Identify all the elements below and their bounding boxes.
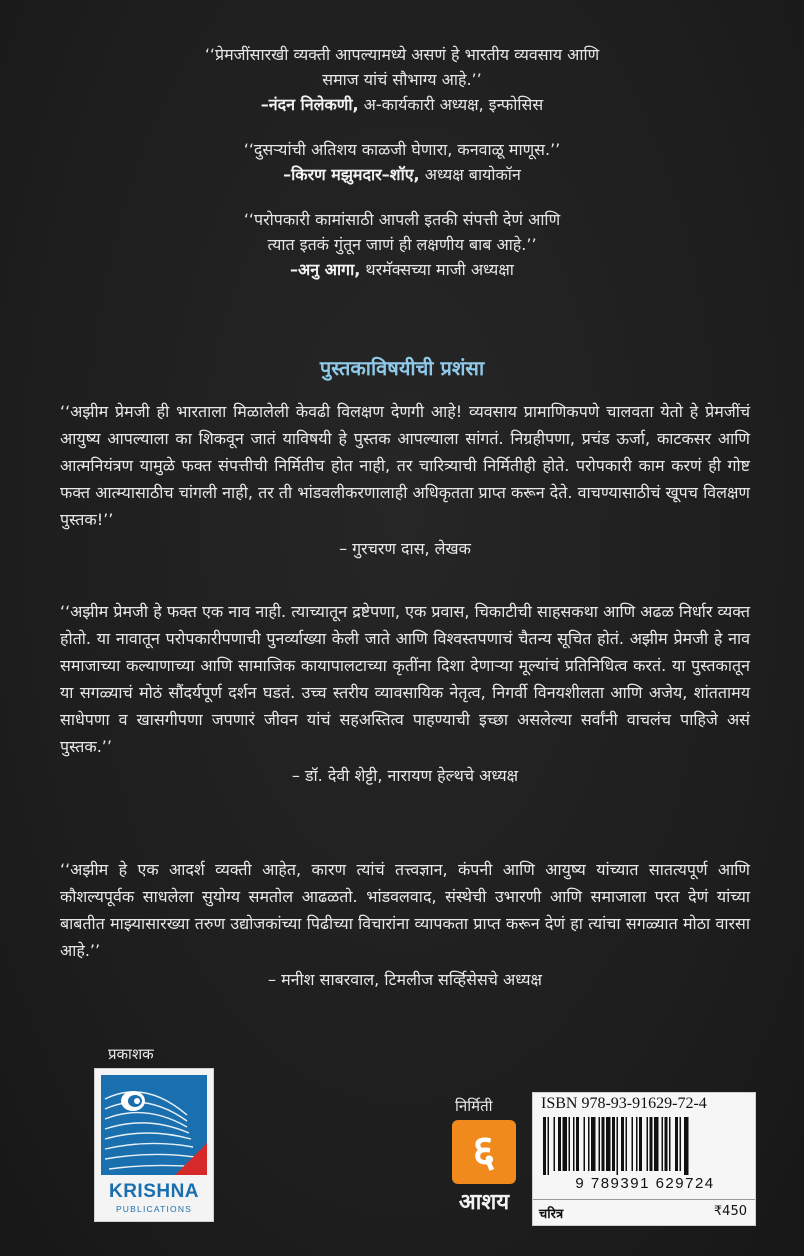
book-category: चरित्र <box>539 1207 564 1222</box>
producer-name: आशय <box>458 1190 510 1215</box>
quote-attribution <box>0 257 804 282</box>
barcode-digits: 9 789391 629724 <box>575 1175 715 1192</box>
endorsement-quote <box>0 207 804 282</box>
isbn-number: ISBN 978-93-91629-72-4 <box>541 1095 707 1112</box>
producer-logo-mark: ६ <box>452 1120 516 1184</box>
publisher-name: KRISHNA <box>108 1181 200 1202</box>
isbn-footer <box>533 1199 755 1226</box>
quote-attribution <box>0 162 804 187</box>
quote-author: –अनु आगा, <box>290 260 361 279</box>
endorsement-quote <box>0 137 804 187</box>
review-block <box>60 598 750 789</box>
publisher-logo <box>94 1068 214 1222</box>
barcode-icon <box>541 1117 747 1175</box>
endorsement-quotes <box>0 42 804 302</box>
review-text: ‘‘अझीम प्रेमजी हे फक्त एक नाव नाही. त्याच्यातून द्रष्टेपणा, एक प्रवास, चिकाटीची साहसकथा आणि अढळ निर्धार व्यक्त होतो. या नावातून परोपकारीपणाची पुनर्व्याख्या केली जाते आणि विश्वस्तपणाचं चैतन्य सूचित होतं. अझीम प्रेमजी हे नाव समाजाच्या कल्याणाच्या आणि सामाजिक कायापालटाच्या कृतींना दिशा देणाऱ्या मूल्यांचं प्रतिनिधित्व करतं. या पुस्तकातून या सगळ्याचं मोठं सौंदर्यपूर्ण दर्शन घडतं. उच्च स्तरीय व्यावसायिक नेतृत्व, निगर्वी विनयशीलता आणि अजेय, शांततामय साधेपणा व खासगीपणा जपणारं जीवन यांचं सहअस्तित्व पाहण्याची इच्छा असलेल्या सर्वांनी वाचलंच पाहिजे असं पुस्तक.’’ <box>60 602 750 756</box>
publisher-label: प्रकाशक <box>108 1045 154 1063</box>
quote-line: त्यात इतकं गुंतून जाणं ही लक्षणीय बाब आहे.’’ <box>267 235 537 254</box>
book-price: ₹450 <box>713 1204 747 1219</box>
producer-logo <box>452 1120 516 1226</box>
review-block <box>60 398 750 562</box>
quote-line: ‘‘प्रेमजींसारखी व्यक्ती आपल्यामध्ये असणं हे भारतीय व्यवसाय आणि <box>204 45 600 64</box>
review-block <box>60 856 750 993</box>
review-byline: – मनीश साबरवाल, टिमलीज सर्व्हिसेसचे अध्यक्ष <box>267 970 543 989</box>
review-text: ‘‘अझीम प्रेमजी ही भारताला मिळालेली केवढी विलक्षण देणगी आहे! व्यवसाय प्रामाणिकपणे चालवता येतो हे प्रेमजींचं आयुष्य आपल्याला का शिकवून जातं याविषयी हे पुस्तक आपल्याला सांगतं. निग्रहीपणा, प्रचंड ऊर्जा, काटकसर आणि आत्मनियंत्रण यामुळे फक्त संपत्तीची निर्मितीच होत नाही, तर चारित्र्याची निर्मितीही होते. परोपकारी काम करणं ही गोष्ट फक्त आत्म्यासाठीच चांगली नाही, तर ती भांडवलीकरणालाही अधिकृतता प्राप्त करून देते. वाचण्यासाठीचं खूपच विलक्षण पुस्तक!’’ <box>60 402 750 529</box>
isbn-barcode-box <box>532 1092 756 1226</box>
quote-line: समाज यांचं सौभाग्य आहे.’’ <box>322 70 482 89</box>
quote-author: –नंदन निलेकणी, <box>260 95 359 114</box>
review-text: ‘‘अझीम हे एक आदर्श व्यक्ती आहेत, कारण त्यांचं तत्त्वज्ञान, कंपनी आणि आयुष्य यांच्यात सातत्यपूर्ण आणि कौशल्यपूर्वक साधलेला सुयोग्य समतोल आढळतो. भांडवलवाद, संस्थेची उभारणी आणि समाजाला परत देणं यांच्या बाबतीत माझ्यासारख्या तरुण उद्योजकांच्या पिढीच्या विचारांना व्यापकता प्राप्त करून देणं हा त्यांचा सगळ्यात मोठा वारसा आहे.’’ <box>60 860 750 960</box>
quote-attribution <box>0 92 804 117</box>
publisher-subtitle: PUBLICATIONS <box>115 1204 193 1214</box>
review-byline: – गुरचरण दास, लेखक <box>339 539 471 558</box>
quote-author-role: अ-कार्यकारी अध्यक्ष, इन्फोसिस <box>358 95 544 114</box>
quote-line: ‘‘दुसऱ्यांची अतिशय काळजी घेणारा, कनवाळू माणूस.’’ <box>243 140 561 159</box>
producer-label: निर्मिती <box>455 1097 493 1115</box>
quote-author-role: अध्यक्ष बायोकॉन <box>419 165 521 184</box>
section-title: पुस्तकाविषयीची प्रशंसा <box>319 356 485 380</box>
quote-author: –किरण मझुमदार–शॉए, <box>283 165 420 184</box>
quote-line: ‘‘परोपकारी कामांसाठी आपली इतकी संपत्ती देणं आणि <box>243 210 561 229</box>
peacock-feather-icon <box>95 1069 213 1181</box>
review-byline: – डॉ. देवी शेट्टी, नारायण हेल्थचे अध्यक्ष <box>291 766 519 785</box>
quote-author-role: थरमॅक्सच्या माजी अध्यक्षा <box>360 260 514 279</box>
endorsement-quote <box>0 42 804 117</box>
